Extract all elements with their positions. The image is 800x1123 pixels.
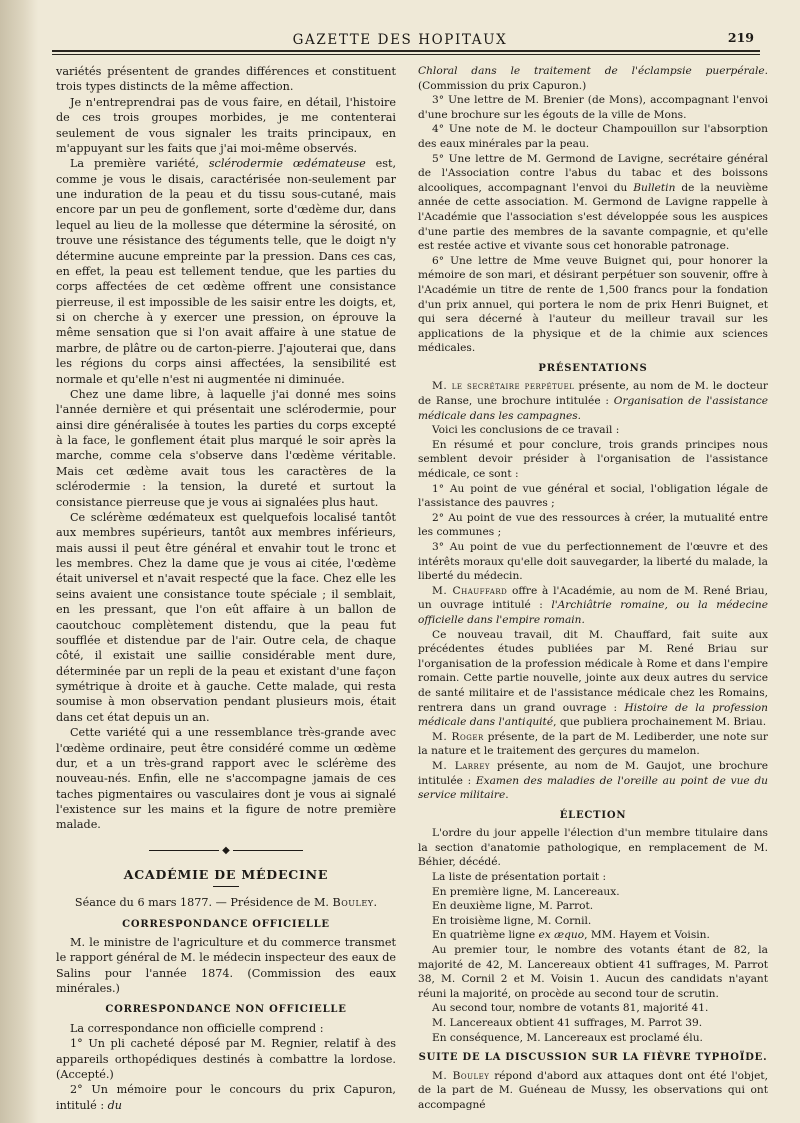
title-emphasis: Chloral dans le traitement de l'éclampsie puerpérale. [418,65,768,77]
paragraph: En résumé et pour conclure, trois grands principes nous semblent devoir présider à l'organisation de l'assistance médicale, ce sont : [418,438,768,481]
list-item: 4° Une note de M. le docteur Champouillon sur l'absorption des eaux minérales par la peau. [418,123,768,150]
text-run: Ce nouveau travail, dit M. Chauffard, fait suite aux précédentes études publiées par M. René Briau sur l'organisation de la profession médicale à Rome et dans l'empire romain. Cette partie nouvelle, jointe aux deux autres du service de santé militaire et de l'assistance médicale chez les Romains, rentrera dans un grand ouvrage : [418,628,768,714]
text-run: répond d'abord aux attaques dont ont été l'objet, de la part de M. Guéneau de Mussy, les observations qui ont accompagné [418,1069,768,1111]
paragraph [418,759,768,803]
paragraph: variétés présentent de grandes différences et constituent trois types distincts de la même affection. [56,65,396,94]
paragraph: Au premier tour, le nombre des votants étant de 82, la majorité de 42, M. Lancereaux obtient 41 suffrages, M. Parrot 38, M. Cornil 2 et M. Voisin 1. Aucun des candidats n'ayant réuni la majorité, on procède au second tour de scrutin. [418,944,768,1000]
paragraph: Cette variété qui a une ressemblance très-grande avec l'œdème ordinaire, peut être considéré comme un œdème dur, et a un très-grand rapport avec le sclérème des nouveau-nés. Enfin, elle ne s'accompagne jamais de ces taches pigmentaires ou vasculaires dont je vous ai signalé l'existence sur les mains et la figure de notre première malade. [56,726,396,832]
running-title: GAZETTE DES HOPITAUX [292,32,508,48]
text-run: 5° Une lettre de M. Germond de Lavigne, secrétaire général de l'Association contre l'abus du tabac et des boissons alcooliques, accompagnant l'envoi du [418,152,768,194]
page-number: 219 [727,30,754,45]
paragraph: M. Lancereaux obtient 41 suffrages, M. Parrot 39. [432,1017,703,1029]
text-run: , que publiera prochainement M. Briau. [553,716,767,729]
speaker-name: M. Bouley [432,1069,490,1082]
paragraph: Chez une dame libre, à laquelle j'ai donné mes soins l'année dernière et qui présentait une sclérodermie, pour ainsi dire généralisée à toutes les parties du corps excepté à la face, le gonflement était plus marqué le soir après la marche, comme cela s'observe dans l'œdème véritable. Mais cet œdème avait tous les caractères de la sclérodermie : la tension, la dureté et surtout la consistance pierreuse que je vous ai signalées plus haut. [56,387,396,509]
paragraph [418,730,768,759]
section-heading: PRÉSENTATIONS [538,362,648,374]
text-run: présente, au nom de M. Gaujot, une brochure intitulée : [418,759,768,787]
list-item [418,152,768,254]
list-item: En deuxième ligne, M. Parrot. [432,900,594,913]
term-emphasis: sclérodermie œdémateuse [208,157,366,171]
paragraph: La correspondance non officielle comprend : [70,1021,324,1035]
list-item [56,1082,396,1113]
paragraph: En conséquence, M. Lancereaux est proclamé élu. [432,1031,703,1044]
speaker-name: M. Roger [432,730,484,743]
speaker-name: M. le secrétaire perpétuel [432,380,575,393]
text-run: (Commission du prix Capuron.) [418,79,587,92]
text-run: En quatrième ligne [432,929,539,942]
paragraph: La liste de présentation portait : [432,871,607,884]
paragraph [418,379,768,423]
list-item: 3° Au point de vue du perfectionnement de l'œuvre et des intérêts moraux qu'elle doit sauvegarder, la liberté du malade, la liberté du médecin. [418,541,768,583]
list-item [418,928,768,943]
section-separator: ◆ [56,847,396,855]
title-emphasis: Bulletin [633,181,676,194]
term-emphasis: ex æquo [538,929,585,942]
right-column [418,64,768,1113]
paragraph [418,584,768,628]
text-run: présente, au nom de M. le docteur de Ranse, une brochure intitulée : [418,380,768,408]
speaker-name: M. Chauffard [432,584,508,597]
text-run: La première variété, [70,157,209,171]
speaker-name: M. Larrey [432,759,491,772]
list-item: 3° Une lettre de M. Brenier (de Mons), accompagnant l'envoi d'une brochure sur les égouts de la ville de Mons. [418,94,768,121]
heading-rule [213,886,239,887]
paragraph [418,1069,768,1113]
paragraph [418,628,768,730]
title-emphasis: Histoire de la profession médicale dans l'antiquité [418,701,768,729]
paragraph [56,156,396,387]
paragraph: Au second tour, nombre de votants 81, majorité 41. [432,1002,709,1015]
section-heading: ÉLECTION [559,809,627,821]
text-run: . [505,789,509,802]
title-emphasis: Examen des maladies de l'oreille au point de vue du service militaire [418,774,768,802]
president-name: Bouley [332,896,374,910]
paragraph: Voici les conclusions de ce travail : [432,424,620,437]
section-heading: CORRESPONDANCE NON OFFICIELLE [105,1004,347,1016]
text-run: 2° Un mémoire pour le concours du prix Capuron, intitulé : [56,1083,396,1112]
text-run: , MM. Hayem et Voisin. [584,929,710,942]
text-run: . [373,896,378,910]
paragraph [418,64,768,93]
text-run: est, comme je vous le disais, caractérisée non-seulement par une induration de la peau et du tissu sous-cutané, mais encore par un peu de gonflement, sorte d'œdème dur, dans lequel au lieu de la mollesse que détermine la sérosité, on trouve une résistance des téguments telle, que le doigt n'y détermine aucune empreinte par la pression. Dans ces cas, en effet, la peau est tellement tendue, que les parties du corps affectées de cet œdème offrent une consistance pierreuse, il est impossible de les saisir entre les doigts, et, si on cherche à y exercer une pression, on éprouve la même sensation que si l'on avait affaire à une statue de marbre, de plâtre ou de carton-pierre. J'ajouterai que, dans les régions du corps ainsi affectées, la sensibilité est normale et qu'elle n'est ni augmentée ni diminuée. [56,157,396,386]
list-item: 2° Au point de vue des ressources à créer, la mutualité entre les communes ; [418,511,768,539]
list-item: En première ligne, M. Lancereaux. [432,885,620,898]
title-emphasis: Organisation de l'assistance médicale dans les campagnes. [418,395,769,422]
paragraph: Ce sclérème œdémateux est quelquefois localisé tantôt aux membres supérieurs, tantôt aux membres inférieurs, mais aussi il peut être général et envahir tout le tronc et les membres. Chez la dame que je vous ai citée, l'œdème était universel et n'avait respecté que la face. Chez elle les seins avaient une consistance toute spéciale ; il semblait, en les pressant, que l'on eût affaire à un ballon de caoutchouc complètement distendu, que la peau fut soufflée et distendue par de l'air. Outre cela, de chaque côté, il existait une saillie considérable ment dure, déterminée par un repli de la peau et existant d'une façon symétrique à droite et à gauche. Cette malade, qui resta soumise à mon observation pendant plusieurs mois, était dans cet état depuis un an. [56,510,396,724]
header-rule-thin [52,54,760,55]
left-column [56,64,396,1113]
title-emphasis: l'Archiâtrie romaine, ou la médecine officielle dans l'empire romain. [418,599,768,626]
header-rule-thick [52,50,760,52]
paragraph: M. le ministre de l'agriculture et du commerce transmet le rapport général de M. le médecin inspecteur des eaux de Salins pour l'année 1874. (Commission des eaux minérales.) [56,935,396,995]
text-run: offre à l'Académie, au nom de M. René Briau, un ouvrage intitulé : [418,584,768,612]
text-run: présente, de la part de M. Lediberder, une note sur la nature et le traitement des gerçures du mamelon. [418,730,768,758]
list-item: En troisième ligne, M. Cornil. [432,914,592,927]
session-line [56,895,396,910]
list-item: 1° Au point de vue général et social, l'obligation légale de l'assistance des pauvres ; [418,482,768,510]
section-heading: CORRESPONDANCE OFFICIELLE [122,918,330,930]
title-emphasis: du [107,1098,123,1112]
paragraph: L'ordre du jour appelle l'élection d'un membre titulaire dans la section d'anatomie pathologique, en remplacement de M. Béhier, décédé. [418,827,768,869]
list-item: 6° Une lettre de Mme veuve Buignet qui, pour honorer la mémoire de son mari, et désirant perpétuer son souvenir, offre à l'Académie un titre de rente de 1,500 francs pour la fondation d'un prix annuel, qui portera le nom de prix Henri Buignet, et qui sera décerné à l'auteur du meilleur travail sur les applications de la physique et de la chimie aux sciences médicales. [418,254,768,355]
academy-heading: ACADÉMIE DE MÉDECINE [123,866,329,882]
list-item: 1° Un pli cacheté déposé par M. Regnier, relatif à des appareils orthopédiques destinés à combattre la lordose. (Accepté.) [56,1037,396,1081]
text-run: Séance du 6 mars 1877. — Présidence de M. [74,896,333,910]
paragraph: Je n'entreprendrai pas de vous faire, en détail, l'histoire de ces trois groupes morbides, je me contenterai seulement de vous signaler les traits principaux, en m'appuyant sur les faits que j'ai moi-même observés. [56,95,396,155]
text-run: de la neuvième année de cette association. M. Germond de Lavigne rappelle à l'Académie que l'association s'est développée sous les auspices d'une partie des membres de la savante compagnie, et qu'elle est restée active et vivante sous cet honorable patronage. [418,181,768,253]
section-heading: SUITE DE LA DISCUSSION SUR LA FIÈVRE TYPHOÏDE. [418,1052,768,1064]
